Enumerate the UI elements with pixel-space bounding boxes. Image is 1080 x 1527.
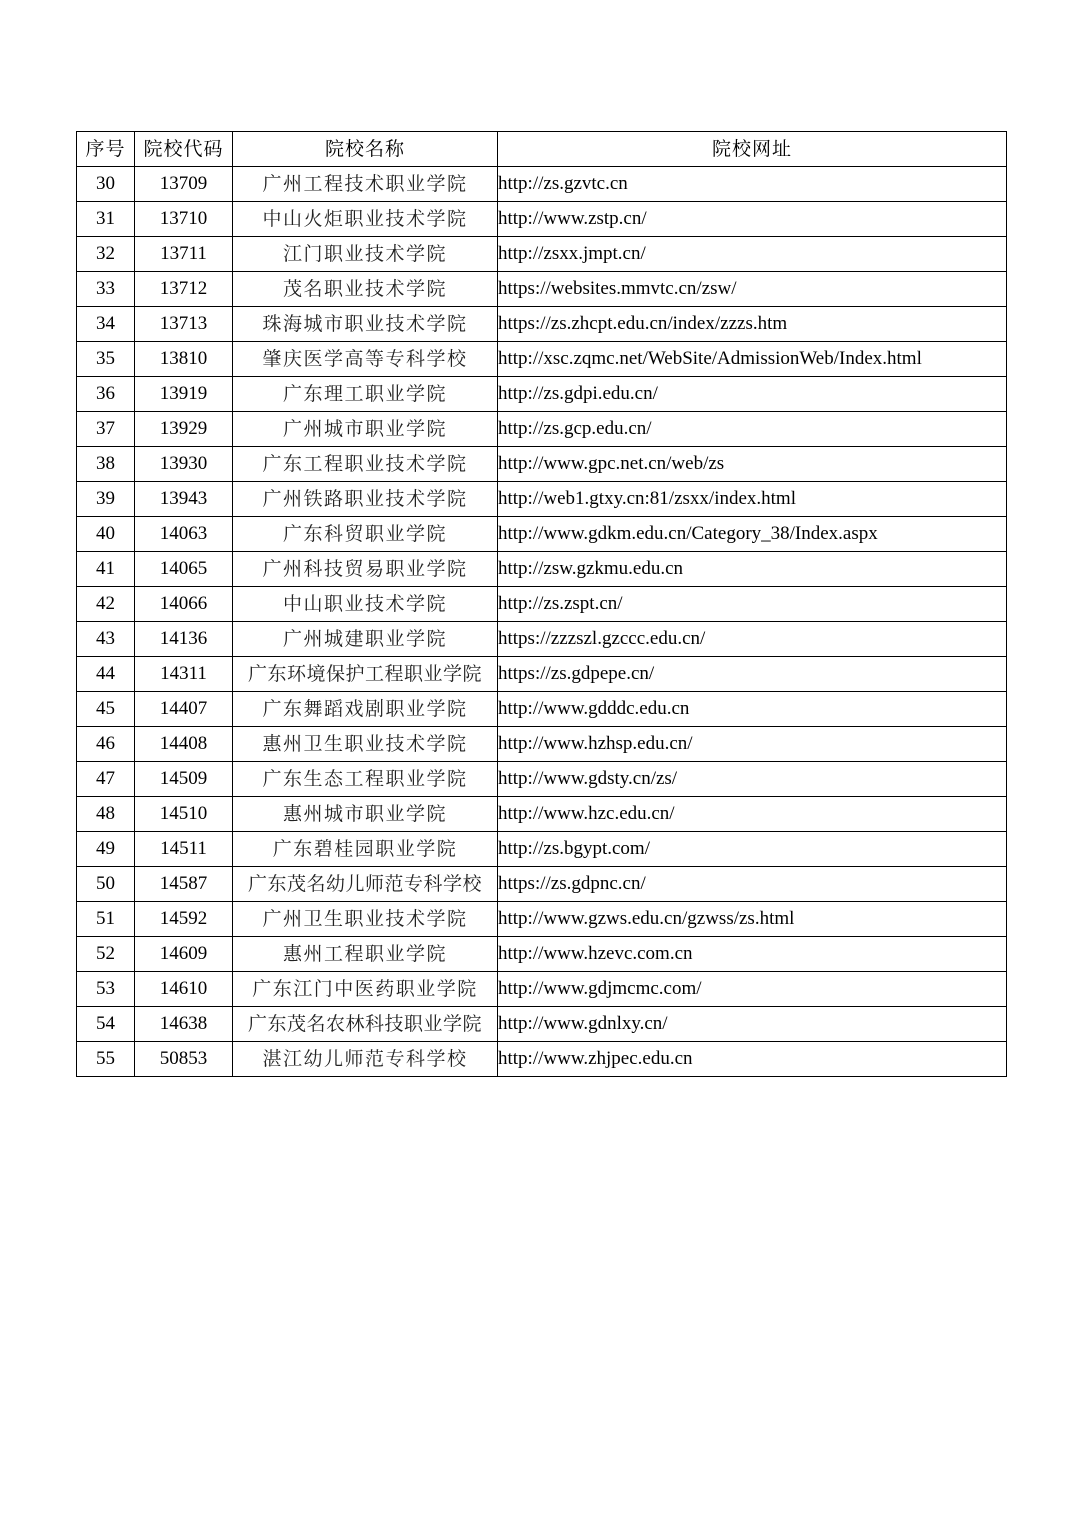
table-row bbox=[77, 937, 1007, 972]
row-seq: 41 bbox=[77, 552, 135, 587]
school-name: 广东茂名农林科技职业学院 bbox=[233, 1007, 498, 1042]
school-code: 13919 bbox=[135, 377, 233, 412]
school-url: http://www.hzhsp.edu.cn/ bbox=[498, 727, 1007, 762]
header-code: 院校代码 bbox=[135, 132, 233, 167]
school-url: http://zsxx.jmpt.cn/ bbox=[498, 237, 1007, 272]
school-code: 14408 bbox=[135, 727, 233, 762]
school-url: http://www.hzc.edu.cn/ bbox=[498, 797, 1007, 832]
table-row bbox=[77, 342, 1007, 377]
table-row bbox=[77, 587, 1007, 622]
school-url: http://www.gpc.net.cn/web/zs bbox=[498, 447, 1007, 482]
school-name: 广东碧桂园职业学院 bbox=[233, 832, 498, 867]
school-url: http://www.gdjmcmc.com/ bbox=[498, 972, 1007, 1007]
table-body bbox=[77, 167, 1007, 1077]
table-row bbox=[77, 552, 1007, 587]
school-code: 14592 bbox=[135, 902, 233, 937]
row-seq: 44 bbox=[77, 657, 135, 692]
table-row bbox=[77, 727, 1007, 762]
school-url: http://www.zstp.cn/ bbox=[498, 202, 1007, 237]
row-seq: 34 bbox=[77, 307, 135, 342]
school-url: http://www.gdkm.edu.cn/Category_38/Index.aspx bbox=[498, 517, 1007, 552]
row-seq: 40 bbox=[77, 517, 135, 552]
school-code: 13711 bbox=[135, 237, 233, 272]
row-seq: 55 bbox=[77, 1042, 135, 1077]
school-url: https://zs.gdpnc.cn/ bbox=[498, 867, 1007, 902]
school-name: 惠州工程职业学院 bbox=[233, 937, 498, 972]
table-row bbox=[77, 412, 1007, 447]
row-seq: 49 bbox=[77, 832, 135, 867]
school-name: 茂名职业技术学院 bbox=[233, 272, 498, 307]
table-row bbox=[77, 1007, 1007, 1042]
school-code: 14511 bbox=[135, 832, 233, 867]
row-seq: 30 bbox=[77, 167, 135, 202]
row-seq: 50 bbox=[77, 867, 135, 902]
row-seq: 52 bbox=[77, 937, 135, 972]
row-seq: 39 bbox=[77, 482, 135, 517]
row-seq: 42 bbox=[77, 587, 135, 622]
header-name: 院校名称 bbox=[233, 132, 498, 167]
school-code: 14065 bbox=[135, 552, 233, 587]
school-url: http://www.zhjpec.edu.cn bbox=[498, 1042, 1007, 1077]
school-code: 13943 bbox=[135, 482, 233, 517]
row-seq: 32 bbox=[77, 237, 135, 272]
row-seq: 35 bbox=[77, 342, 135, 377]
table-row bbox=[77, 797, 1007, 832]
table-row bbox=[77, 307, 1007, 342]
school-name: 广东环境保护工程职业学院 bbox=[233, 657, 498, 692]
school-url: https://zzzszl.gzccc.edu.cn/ bbox=[498, 622, 1007, 657]
school-name: 惠州城市职业学院 bbox=[233, 797, 498, 832]
school-code: 14407 bbox=[135, 692, 233, 727]
school-code: 14066 bbox=[135, 587, 233, 622]
school-name: 湛江幼儿师范专科学校 bbox=[233, 1042, 498, 1077]
table-row bbox=[77, 237, 1007, 272]
table-row bbox=[77, 867, 1007, 902]
school-name: 惠州卫生职业技术学院 bbox=[233, 727, 498, 762]
table-row bbox=[77, 272, 1007, 307]
school-code: 13709 bbox=[135, 167, 233, 202]
school-url: http://zs.bgypt.com/ bbox=[498, 832, 1007, 867]
table-row bbox=[77, 202, 1007, 237]
school-url: http://www.gdnlxy.cn/ bbox=[498, 1007, 1007, 1042]
row-seq: 51 bbox=[77, 902, 135, 937]
header-seq: 序号 bbox=[77, 132, 135, 167]
school-url: http://zs.zspt.cn/ bbox=[498, 587, 1007, 622]
row-seq: 47 bbox=[77, 762, 135, 797]
table-row bbox=[77, 622, 1007, 657]
school-code: 14136 bbox=[135, 622, 233, 657]
school-code: 50853 bbox=[135, 1042, 233, 1077]
school-name: 广州卫生职业技术学院 bbox=[233, 902, 498, 937]
school-code: 14587 bbox=[135, 867, 233, 902]
school-name: 珠海城市职业技术学院 bbox=[233, 307, 498, 342]
school-url: https://zs.zhcpt.edu.cn/index/zzzs.htm bbox=[498, 307, 1007, 342]
row-seq: 46 bbox=[77, 727, 135, 762]
table-row bbox=[77, 832, 1007, 867]
table-row bbox=[77, 692, 1007, 727]
school-name: 广州工程技术职业学院 bbox=[233, 167, 498, 202]
header-url: 院校网址 bbox=[498, 132, 1007, 167]
school-code: 14609 bbox=[135, 937, 233, 972]
school-url: http://www.gzws.edu.cn/gzwss/zs.html bbox=[498, 902, 1007, 937]
school-name: 中山职业技术学院 bbox=[233, 587, 498, 622]
school-url: http://xsc.zqmc.net/WebSite/AdmissionWeb/Index.html bbox=[498, 342, 1007, 377]
table-row bbox=[77, 517, 1007, 552]
school-code: 13713 bbox=[135, 307, 233, 342]
school-name: 广东舞蹈戏剧职业学院 bbox=[233, 692, 498, 727]
school-code: 14610 bbox=[135, 972, 233, 1007]
school-url: http://www.gdsty.cn/zs/ bbox=[498, 762, 1007, 797]
row-seq: 33 bbox=[77, 272, 135, 307]
school-name: 广州城建职业学院 bbox=[233, 622, 498, 657]
school-url: http://zsw.gzkmu.edu.cn bbox=[498, 552, 1007, 587]
school-url: http://zs.gcp.edu.cn/ bbox=[498, 412, 1007, 447]
school-code: 13712 bbox=[135, 272, 233, 307]
school-code: 14063 bbox=[135, 517, 233, 552]
school-url: http://zs.gdpi.edu.cn/ bbox=[498, 377, 1007, 412]
school-name: 广州铁路职业技术学院 bbox=[233, 482, 498, 517]
school-url: http://www.hzevc.com.cn bbox=[498, 937, 1007, 972]
school-name: 广东茂名幼儿师范专科学校 bbox=[233, 867, 498, 902]
row-seq: 53 bbox=[77, 972, 135, 1007]
school-name: 广东工程职业技术学院 bbox=[233, 447, 498, 482]
school-code: 13710 bbox=[135, 202, 233, 237]
school-name: 广东科贸职业学院 bbox=[233, 517, 498, 552]
table-row bbox=[77, 762, 1007, 797]
school-code: 14638 bbox=[135, 1007, 233, 1042]
table-row bbox=[77, 657, 1007, 692]
table-row bbox=[77, 482, 1007, 517]
row-seq: 38 bbox=[77, 447, 135, 482]
school-url: http://zs.gzvtc.cn bbox=[498, 167, 1007, 202]
school-name: 广州科技贸易职业学院 bbox=[233, 552, 498, 587]
table-row bbox=[77, 377, 1007, 412]
row-seq: 36 bbox=[77, 377, 135, 412]
school-url: http://web1.gtxy.cn:81/zsxx/index.html bbox=[498, 482, 1007, 517]
row-seq: 43 bbox=[77, 622, 135, 657]
row-seq: 37 bbox=[77, 412, 135, 447]
row-seq: 45 bbox=[77, 692, 135, 727]
table-row bbox=[77, 902, 1007, 937]
table-row bbox=[77, 447, 1007, 482]
school-name: 中山火炬职业技术学院 bbox=[233, 202, 498, 237]
table-header-row bbox=[77, 132, 1007, 167]
school-url: https://zs.gdpepe.cn/ bbox=[498, 657, 1007, 692]
table-row bbox=[77, 1042, 1007, 1077]
school-name: 广东理工职业学院 bbox=[233, 377, 498, 412]
school-url: http://www.gdddc.edu.cn bbox=[498, 692, 1007, 727]
school-code: 14509 bbox=[135, 762, 233, 797]
school-code: 14510 bbox=[135, 797, 233, 832]
row-seq: 48 bbox=[77, 797, 135, 832]
school-name: 江门职业技术学院 bbox=[233, 237, 498, 272]
school-name: 广州城市职业学院 bbox=[233, 412, 498, 447]
row-seq: 54 bbox=[77, 1007, 135, 1042]
school-name: 广东江门中医药职业学院 bbox=[233, 972, 498, 1007]
school-code: 13930 bbox=[135, 447, 233, 482]
table-row bbox=[77, 972, 1007, 1007]
school-name: 肇庆医学高等专科学校 bbox=[233, 342, 498, 377]
row-seq: 31 bbox=[77, 202, 135, 237]
school-name: 广东生态工程职业学院 bbox=[233, 762, 498, 797]
table-row bbox=[77, 167, 1007, 202]
school-code: 13929 bbox=[135, 412, 233, 447]
school-list-table bbox=[76, 131, 1007, 1077]
school-code: 14311 bbox=[135, 657, 233, 692]
school-url: https://websites.mmvtc.cn/zsw/ bbox=[498, 272, 1007, 307]
school-code: 13810 bbox=[135, 342, 233, 377]
